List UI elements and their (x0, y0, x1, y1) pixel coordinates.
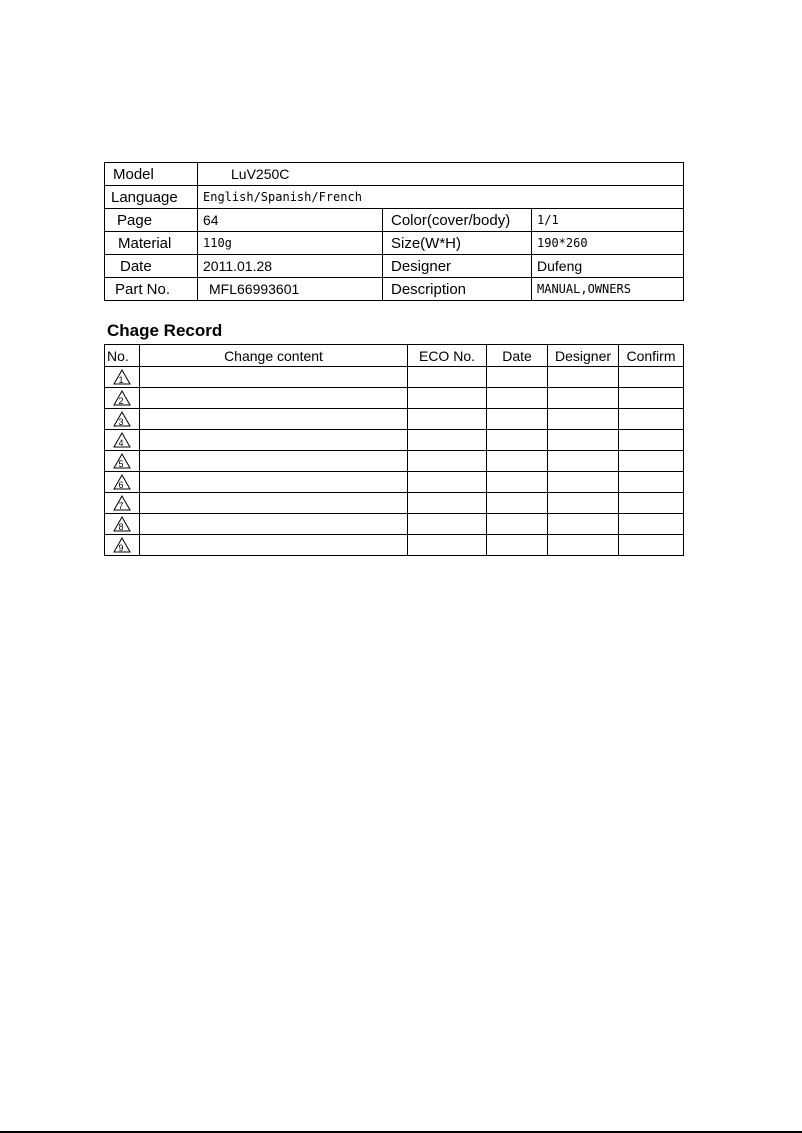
revision-triangle-icon (113, 537, 131, 553)
revision-triangle-icon (113, 432, 131, 448)
revision-triangle-icon (113, 516, 131, 532)
description-label: Description (383, 278, 532, 301)
revision-number: 6 (118, 480, 124, 490)
revision-number-cell (105, 409, 140, 430)
date-cell (487, 409, 548, 430)
revision-number-cell (105, 388, 140, 409)
revision-number: 9 (118, 543, 124, 553)
spec-row-material (105, 232, 684, 255)
table-row (105, 409, 684, 430)
date-cell (487, 472, 548, 493)
header-no: No. (105, 345, 140, 367)
partno-label: Part No. (105, 278, 198, 301)
change-content-cell (140, 367, 408, 388)
partno-value: MFL66993601 (198, 278, 383, 301)
designer-label: Designer (383, 255, 532, 278)
designer-cell (548, 388, 619, 409)
designer-cell (548, 535, 619, 556)
revision-triangle-icon (113, 495, 131, 511)
change-content-cell (140, 472, 408, 493)
eco-no-cell (408, 514, 487, 535)
size-value: 190*260 (532, 232, 684, 255)
revision-number: 7 (118, 501, 124, 511)
revision-triangle-icon (113, 453, 131, 469)
confirm-cell (619, 451, 684, 472)
confirm-cell (619, 430, 684, 451)
confirm-cell (619, 535, 684, 556)
designer-cell (548, 409, 619, 430)
change-content-cell (140, 451, 408, 472)
date-label: Date (105, 255, 198, 278)
revision-number: 5 (118, 459, 124, 469)
confirm-cell (619, 388, 684, 409)
material-label: Material (105, 232, 198, 255)
header-change-content: Change content (140, 345, 408, 367)
revision-number-cell (105, 472, 140, 493)
designer-cell (548, 472, 619, 493)
eco-no-cell (408, 535, 487, 556)
table-row (105, 451, 684, 472)
spec-row-page (105, 209, 684, 232)
spec-row-partno (105, 278, 684, 301)
spec-row-date (105, 255, 684, 278)
revision-number-cell (105, 367, 140, 388)
spec-row-language (105, 186, 684, 209)
size-label: Size(W*H) (383, 232, 532, 255)
change-record-table (104, 344, 684, 556)
table-row (105, 493, 684, 514)
revision-triangle-icon (113, 369, 131, 385)
change-record-header-row (105, 345, 684, 367)
revision-number-cell (105, 493, 140, 514)
eco-no-cell (408, 493, 487, 514)
revision-number-cell (105, 451, 140, 472)
table-row (105, 388, 684, 409)
eco-no-cell (408, 472, 487, 493)
revision-number: 8 (118, 522, 124, 532)
header-designer: Designer (548, 345, 619, 367)
table-row (105, 514, 684, 535)
material-value: 110g (198, 232, 383, 255)
eco-no-cell (408, 388, 487, 409)
date-cell (487, 451, 548, 472)
revision-triangle-icon (113, 474, 131, 490)
revision-number: 1 (118, 375, 124, 385)
change-content-cell (140, 493, 408, 514)
header-eco-no: ECO No. (408, 345, 487, 367)
confirm-cell (619, 514, 684, 535)
designer-cell (548, 367, 619, 388)
change-content-cell (140, 409, 408, 430)
designer-value: Dufeng (532, 255, 684, 278)
model-value: LuV250C (198, 163, 684, 186)
confirm-cell (619, 493, 684, 514)
confirm-cell (619, 472, 684, 493)
table-row (105, 472, 684, 493)
spec-row-model (105, 163, 684, 186)
revision-number-cell (105, 514, 140, 535)
eco-no-cell (408, 451, 487, 472)
eco-no-cell (408, 367, 487, 388)
confirm-cell (619, 367, 684, 388)
language-value: English/Spanish/French (198, 186, 684, 209)
revision-triangle-icon (113, 411, 131, 427)
header-date: Date (487, 345, 548, 367)
table-row (105, 367, 684, 388)
confirm-cell (619, 409, 684, 430)
revision-number-cell (105, 535, 140, 556)
header-confirm: Confirm (619, 345, 684, 367)
color-value: 1/1 (532, 209, 684, 232)
spec-table (104, 162, 684, 301)
language-label: Language (105, 186, 198, 209)
color-label: Color(cover/body) (383, 209, 532, 232)
description-value: MANUAL,OWNERS (532, 278, 684, 301)
date-cell (487, 535, 548, 556)
date-cell (487, 367, 548, 388)
change-content-cell (140, 430, 408, 451)
change-content-cell (140, 535, 408, 556)
revision-number-cell (105, 430, 140, 451)
revision-number: 3 (118, 417, 124, 427)
model-label: Model (105, 163, 198, 186)
change-content-cell (140, 514, 408, 535)
change-record-title: Chage Record (107, 321, 223, 340)
table-row (105, 535, 684, 556)
designer-cell (548, 493, 619, 514)
table-row (105, 430, 684, 451)
change-content-cell (140, 388, 408, 409)
revision-triangle-icon (113, 390, 131, 406)
date-cell (487, 388, 548, 409)
revision-number: 4 (118, 438, 124, 448)
designer-cell (548, 430, 619, 451)
eco-no-cell (408, 409, 487, 430)
date-cell (487, 430, 548, 451)
designer-cell (548, 514, 619, 535)
date-value: 2011.01.28 (198, 255, 383, 278)
page-label: Page (105, 209, 198, 232)
revision-number: 2 (118, 396, 124, 406)
date-cell (487, 493, 548, 514)
eco-no-cell (408, 430, 487, 451)
designer-cell (548, 451, 619, 472)
date-cell (487, 514, 548, 535)
page-value: 64 (198, 209, 383, 232)
